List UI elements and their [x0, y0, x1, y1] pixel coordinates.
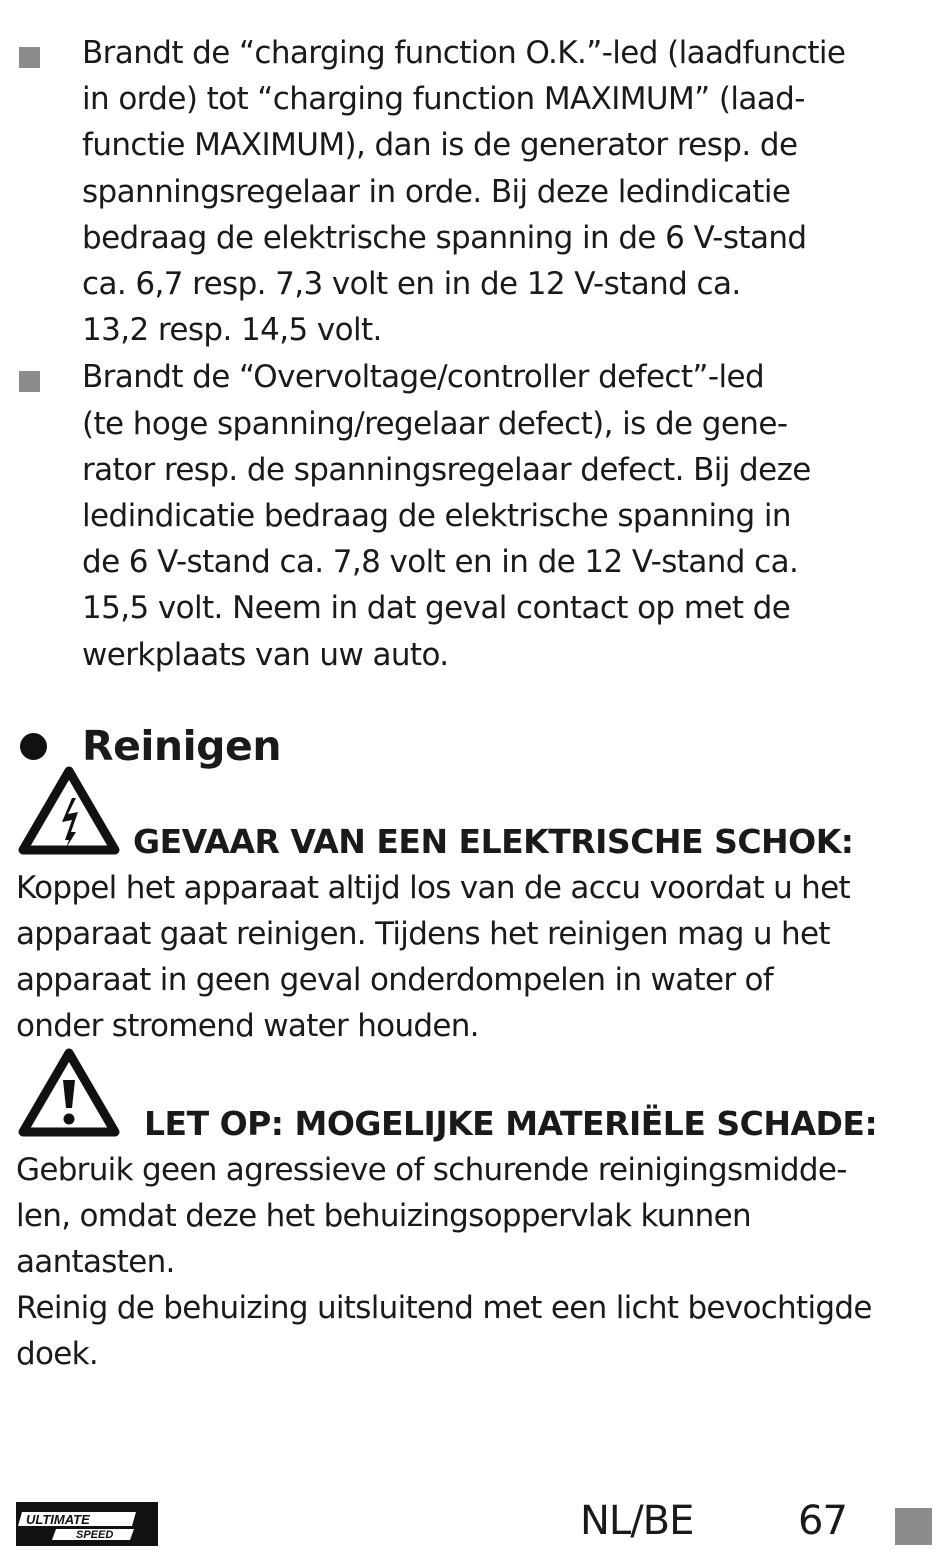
- list-item-text: Brandt de “Overvoltage/controller defect”-led (te hoge spanning/regelaar defect), is de gene- rator resp. de spanningsregelaar defect. Bij deze ledindicatie bedraag de elektrische spanning in de 6 V-stand ca. 7,8 volt en in de 12 V-stand ca. 15,5 volt. Neem in dat geval contact op met de werkplaats van uw auto.: [82, 359, 811, 673]
- warning-title: LET OP: MOGELIJKE MATERIËLE SCHADE:: [144, 1104, 878, 1143]
- square-bullet-icon: [19, 47, 40, 68]
- list-item-text: Brandt de “charging function O.K.”-led (laadfunctie in orde) tot “charging function MAXIMUM” (laad- functie MAXIMUM), dan is de generator resp. de spanningsregelaar in orde. Bij deze ledindicatie bedraag de elektrische spanning in de 6 V-stand ca. 6,7 resp. 7,3 volt en in de 12 V-stand ca. 13,2 resp. 14,5 volt.: [82, 35, 846, 349]
- caution-warning-icon: [16, 1044, 122, 1140]
- material-damage-warning: [16, 1044, 936, 1377]
- svg-text:ULTIMATE: ULTIMATE: [26, 1512, 90, 1527]
- page-number: 67: [798, 1498, 847, 1544]
- warning-title: GEVAAR VAN EEN ELEKTRISCHE SCHOK:: [133, 822, 854, 861]
- round-bullet-icon: [20, 733, 47, 760]
- bullet-list: [16, 30, 936, 679]
- section-title: Reinigen: [82, 722, 282, 770]
- electric-shock-warning-icon: [16, 762, 122, 858]
- ultimate-speed-logo: [16, 1502, 158, 1546]
- electric-shock-warning: [16, 762, 936, 1049]
- language-code: NL/BE: [580, 1498, 694, 1544]
- page-marker-square: [895, 1508, 932, 1545]
- list-item: [16, 30, 936, 353]
- warning-text: Koppel het apparaat altijd los van de accu voordat u het apparaat gaat reinigen. Tijdens het reinigen mag u het apparaat in geen geval onderdompelen in water of onder stromend water houden.: [16, 870, 850, 1044]
- svg-text:SPEED: SPEED: [76, 1529, 114, 1541]
- square-bullet-icon: [19, 371, 40, 392]
- page-footer: [0, 1496, 950, 1556]
- warning-text: Gebruik geen agressieve of schurende reinigingsmidde- len, omdat deze het behuizingsoppervlak kunnen aantasten. Reinig de behuizing uitsluitend met een licht bevochtigde doek.: [16, 1152, 872, 1372]
- list-item: [16, 354, 936, 677]
